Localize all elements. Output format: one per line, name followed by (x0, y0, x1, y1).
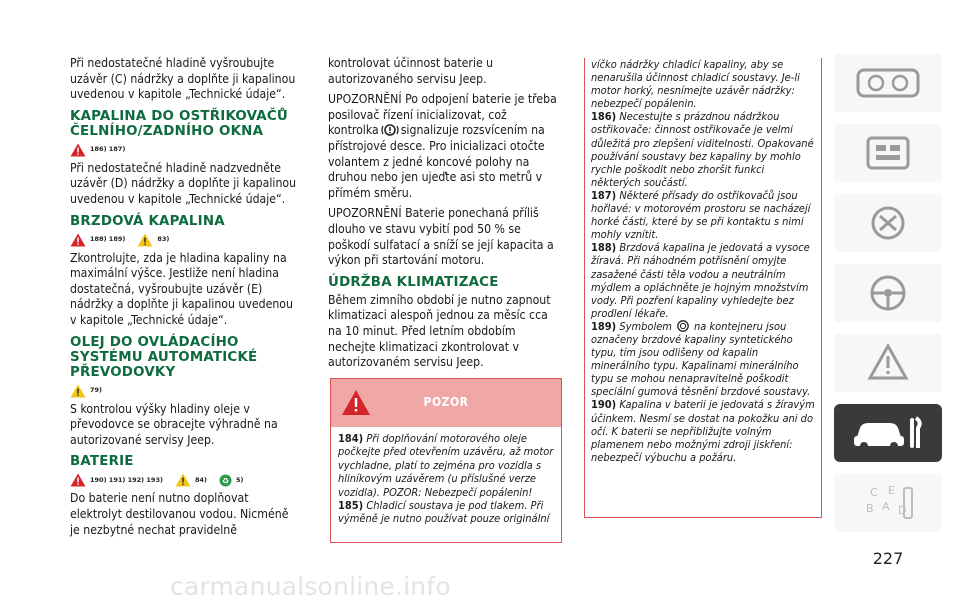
paragraph-ac: Během zimního období je nutno zapnout klimatizaci alespoň jednou za měsíc cca na 10 minut. Před letním obdobím nechejte klimatizaci zkontrolovat v autorizovaném servisu Jeep. (328, 292, 551, 370)
column-middle (328, 56, 560, 376)
svg-text:C: C (870, 486, 878, 499)
warning-notes-box (584, 58, 822, 518)
tab-warnings[interactable] (834, 334, 942, 392)
refs-oil (70, 383, 300, 399)
tab-steering[interactable] (834, 264, 942, 322)
svg-text:E: E (888, 484, 895, 497)
note-number: 186) (591, 110, 617, 124)
dashboard-icon (846, 60, 930, 106)
note-186 (591, 110, 815, 189)
watermark: carmanualsonline.info (170, 572, 451, 601)
index-icon (846, 480, 930, 526)
note-number: 189) (591, 319, 617, 333)
warning-icon (846, 340, 930, 386)
caution-triangle-icon (137, 233, 153, 247)
refs-brake-text-a: 188) 189) (90, 234, 126, 243)
note-text: Brzdová kapalina je jedovatá a vysoce žíravá. Při náhodném potřísnění omyjte zasažené části těla vodou a neutrálním mýdlem a opláchněte je hojným množstvím vody. Při pozření kapaliny vyhledejte bez prodlení lékaře. (591, 241, 810, 320)
note-text: Při doplňování motorového oleje počkejte před otevřením uzávěru, až motor vychladne, platí to zejména pro vozidla s hliníkovým uzávěrem (u příslušné verze vozidla). POZOR: Nebezpečí popálenin! (338, 432, 554, 499)
heading-brake-fluid: BRZDOVÁ KAPALINA (70, 213, 225, 229)
paragraph-battery: Do baterie není nutno doplňovat elektrolyt destilovanou vodou. Nicméně je nezbytné nechat pravidelně (70, 491, 289, 537)
note-number: 188) (591, 241, 617, 255)
paragraph-note-steering (328, 92, 560, 201)
heading-ac-maintenance: ÚDRŽBA KLIMATIZACE (328, 274, 499, 290)
refs-battery-text-b: 84) (194, 475, 207, 484)
warning-triangle-icon (70, 473, 86, 487)
note-190 (591, 398, 815, 463)
svg-text:♻: ♻ (221, 476, 230, 486)
note-number: 190) (591, 398, 617, 412)
heading-battery: BATERIE (70, 454, 134, 470)
steering-warning-icon (381, 124, 399, 136)
note-steering-text-b: signalizuje rozsvícením na přístrojové desce. Pro inicializaci otočte volantem z jedné koncové polohy na druhou nebo jen ujeďte asi sto metrů v přímém směru. (328, 123, 545, 200)
note-185-cont (591, 58, 815, 110)
column-left (70, 56, 300, 543)
tab-dashboard[interactable] (834, 54, 942, 112)
note-steering-text-a: UPOZORNĚNÍ Po odpojení baterie je třeba posilovač řízení inicializovat, což kontrolka (328, 92, 557, 138)
pozor-body (331, 427, 561, 531)
tab-index[interactable] (834, 474, 942, 532)
heading-transmission-oil: OLEJ DO OVLÁDACÍHO SYSTÉMU AUTOMATICKÉ PŘEVODOVKY (70, 334, 258, 380)
note-text: víčko nádržky chladicí kapaliny, aby se nenarušila účinnost chladicí soustavy. Je-li motor horký, nesnímejte uzávěr nádržky: nebezpečí popálenin. (591, 58, 800, 111)
note-text: Některé přísady do ostřikovačů jsou hořlavé: v motorovém prostoru se nacházejí horké části, které by se při kontaktu s nimi mohly vznítit. (591, 188, 811, 242)
refs-washer (70, 142, 300, 158)
tab-controls[interactable] (834, 124, 942, 182)
note-185 (338, 499, 554, 526)
paragraph-oil: S kontrolou výšky hladiny oleje v převodovce se obracejte výhradně na autorizované servisy Jeep. (70, 401, 278, 447)
note-188 (591, 241, 815, 320)
paragraph-note-battery: UPOZORNĚNÍ Baterie ponechaná příliš dlouho ve stavu vybití pod 50 % se poškodí sulfatací a sníží se její kapacita a výkon při startování motoru. (328, 206, 554, 268)
note-number: 187) (591, 188, 617, 202)
steering-wheel-icon (846, 270, 930, 316)
refs-brake-text-b: 83) (157, 234, 170, 243)
paragraph-coolant: Při nedostatečné hladině vyšroubujte uzávěr (C) nádržky a doplňte ji kapalinou uvedenou v kapitole „Technické údaje“. (70, 56, 296, 102)
refs-brake (70, 232, 300, 248)
paragraph-washer: Při nedostatečné hladině nadzvedněte uzávěr (D) nádržky a doplňte ji kapalinou uvedenou v kapitole „Technické údaje“. (70, 160, 297, 206)
warning-triangle-icon (70, 233, 86, 247)
caution-triangle-icon (175, 473, 191, 487)
warning-triangle-icon (70, 143, 86, 157)
environment-icon (219, 474, 232, 487)
note-text: na kontejneru jsou označeny brzdové kapaliny syntetického typu, tím jsou odlišeny od kapalin minerálního typu. Kapalinami minerálního typu se mohou nenapravitelně poškodit speciální gumová těsnění brzdové soustavy. (591, 319, 811, 399)
svg-text:A: A (882, 500, 890, 513)
chapter-sidebar (834, 54, 942, 544)
pozor-header (331, 379, 561, 427)
tab-safety[interactable] (834, 194, 942, 252)
page-number: 227 (872, 549, 904, 568)
note-187 (591, 189, 815, 241)
tab-car-service[interactable] (834, 404, 942, 462)
caution-triangle-icon (70, 384, 86, 398)
car-service-icon (846, 410, 930, 456)
note-184 (338, 432, 554, 499)
pozor-title: POZOR (423, 395, 469, 409)
refs-battery-text-a: 190) 191) 192) 193) (90, 475, 163, 484)
refs-battery-text-c: 5) (235, 475, 244, 484)
note-text: Necestujte s prázdnou nádržkou ostřikovače: činnost ostřikovače je velmi důležitá pro zlepšení viditelnosti. Opakované používání soustavy bez kapaliny by mohlo rychle poškodit nebo zhoršit funkci některých součástí. (591, 110, 814, 189)
paragraph-brake: Zkontrolujte, zda je hladina kapaliny na maximální výšce. Jestliže není hladina dostatečná, vyšroubujte uzávěr (E) nádržky a doplňte ji kapalinou uvedenou v kapitole „Technické údaje“. (70, 250, 293, 327)
note-text: Chladicí soustava je pod tlakem. Při výměně je nutno používat pouze originální (338, 499, 550, 526)
safety-icon (846, 200, 930, 246)
note-text: Kapalina v baterii je jedovatá s žíravým účinkem. Nesmí se dostat na pokožku ani do očí. K baterii se nepřibližujte volným plamenem nebo možnými zdroji jiskření: nebezpečí výbuchu a požáru. (591, 398, 815, 464)
note-189 (591, 320, 815, 399)
note-number: 184) (338, 432, 364, 445)
controls-icon (846, 130, 930, 176)
pozor-box (330, 378, 562, 543)
note-text: Symbolem (619, 319, 672, 333)
heading-washer-fluid: KAPALINA DO OSTŘIKOVAČŮ ČELNÍHO/ZADNÍHO OKNA (70, 108, 288, 139)
note-number: 185) (338, 499, 364, 513)
svg-text:D: D (898, 504, 907, 517)
brake-fluid-symbol-icon (674, 320, 692, 332)
svg-text:B: B (866, 502, 874, 515)
refs-washer-text: 186) 187) (90, 144, 126, 153)
refs-oil-text: 79) (90, 385, 103, 394)
paragraph-battery-cont: kontrolovat účinnost baterie u autorizovaného servisu Jeep. (328, 56, 494, 86)
refs-battery (70, 472, 300, 488)
